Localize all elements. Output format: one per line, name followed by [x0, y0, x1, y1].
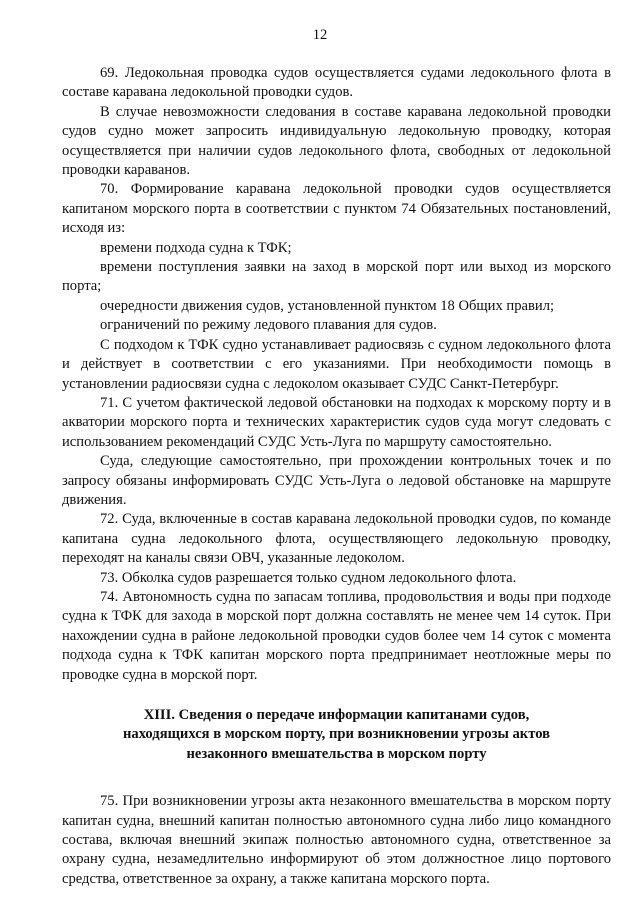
section-heading-line: незаконного вмешательства в морском порту — [186, 745, 487, 762]
section-heading-line: находящихся в морском порту, при возникновении угрозы актов — [122, 726, 551, 743]
paragraph-74: 74. Автономность судна по запасам топлива, продовольствия и воды при подходе судна к ТФК для захода в морской порт должна составлять не менее чем 14 суток. При нахождении судна в районе ледокольной проводки судов более чем 14 суток с момента подхода судна к ТФК капитан морского порта предпринимает неотложные меры по проводке судна в морской порт. — [62, 588, 611, 683]
list-item-approach-time: времени подхода судна к ТФК; — [100, 239, 292, 256]
paragraph-75: 75. При возникновении угрозы акта незаконного вмешательства в морском порту капитан судна, внешний капитан полностью автономного судна либо лицо командного состава, включая внешний экипаж полностью автономного судна, ответственное за охрану судна, незамедлительно информируют об этом должностное лицо портового средства, ответственное за охрану, а также капитана морского порта. — [62, 793, 611, 887]
document-body — [62, 64, 611, 889]
paragraph-71-continued: Суда, следующие самостоятельно, при прохождении контрольных точек и по запросу обязаны информировать СУДС Усть-Луга о ледовой обстановке на маршруте движения. — [62, 453, 611, 508]
page-number: 12 — [312, 27, 328, 43]
list-item-movement-order: очередности движения судов, установленной пунктом 18 Общих правил; — [100, 297, 555, 314]
paragraph-69: 69. Ледокольная проводка судов осуществляется судами ледокольного флота в составе каравана ледокольной проводки судов. — [62, 65, 611, 101]
paragraph-72: 72. Суда, включенные в состав каравана ледокольной проводки судов, по команде капитана судна ледокольного флота, осуществляющего ледокольную проводку, переходят на каналы связи ОВЧ, указанные ледоколом. — [62, 511, 611, 567]
section-heading — [62, 706, 611, 764]
list-item-ice-restrictions: ограничений по режиму ледового плавания для судов. — [100, 317, 437, 334]
paragraph-69-continued: В случае невозможности следования в составе каравана ледокольной проводки судов судно может запросить индивидуальную ледокольную проводку, которая осуществляется при наличии судов ледокольного флота, свободных от ледокольной проводки караванов. — [62, 103, 611, 179]
paragraph-70: 70. Формирование каравана ледокольной проводки судов осуществляется капитаном морского порта в соответствии с пунктом 74 Обязательных постановлений, исходя из: — [62, 181, 611, 237]
paragraph-71: 71. С учетом фактической ледовой обстановки на подходах к морскому порту и в акватории морского порта и технических характеристик судов суда могут следовать с использованием рекомендаций СУДС Усть-Луга по маршруту самостоятельно. — [62, 394, 611, 450]
paragraph-73: 73. Обколка судов разрешается только судном ледокольного флота. — [100, 569, 517, 586]
list-item-request-time: времени поступления заявки на заход в морской порт или выход из морского порта; — [62, 259, 611, 295]
paragraph-radio-contact: С подходом к ТФК судно устанавливает радиосвязь с судном ледокольного флота и действует в соответствии с его указаниями. При необходимости помощь в установлении радиосвязи судна с ледоколом оказывает СУДС Санкт-Петербург. — [62, 336, 611, 392]
section-heading-line: XIII. Сведения о передаче информации капитанами судов, — [143, 707, 530, 723]
